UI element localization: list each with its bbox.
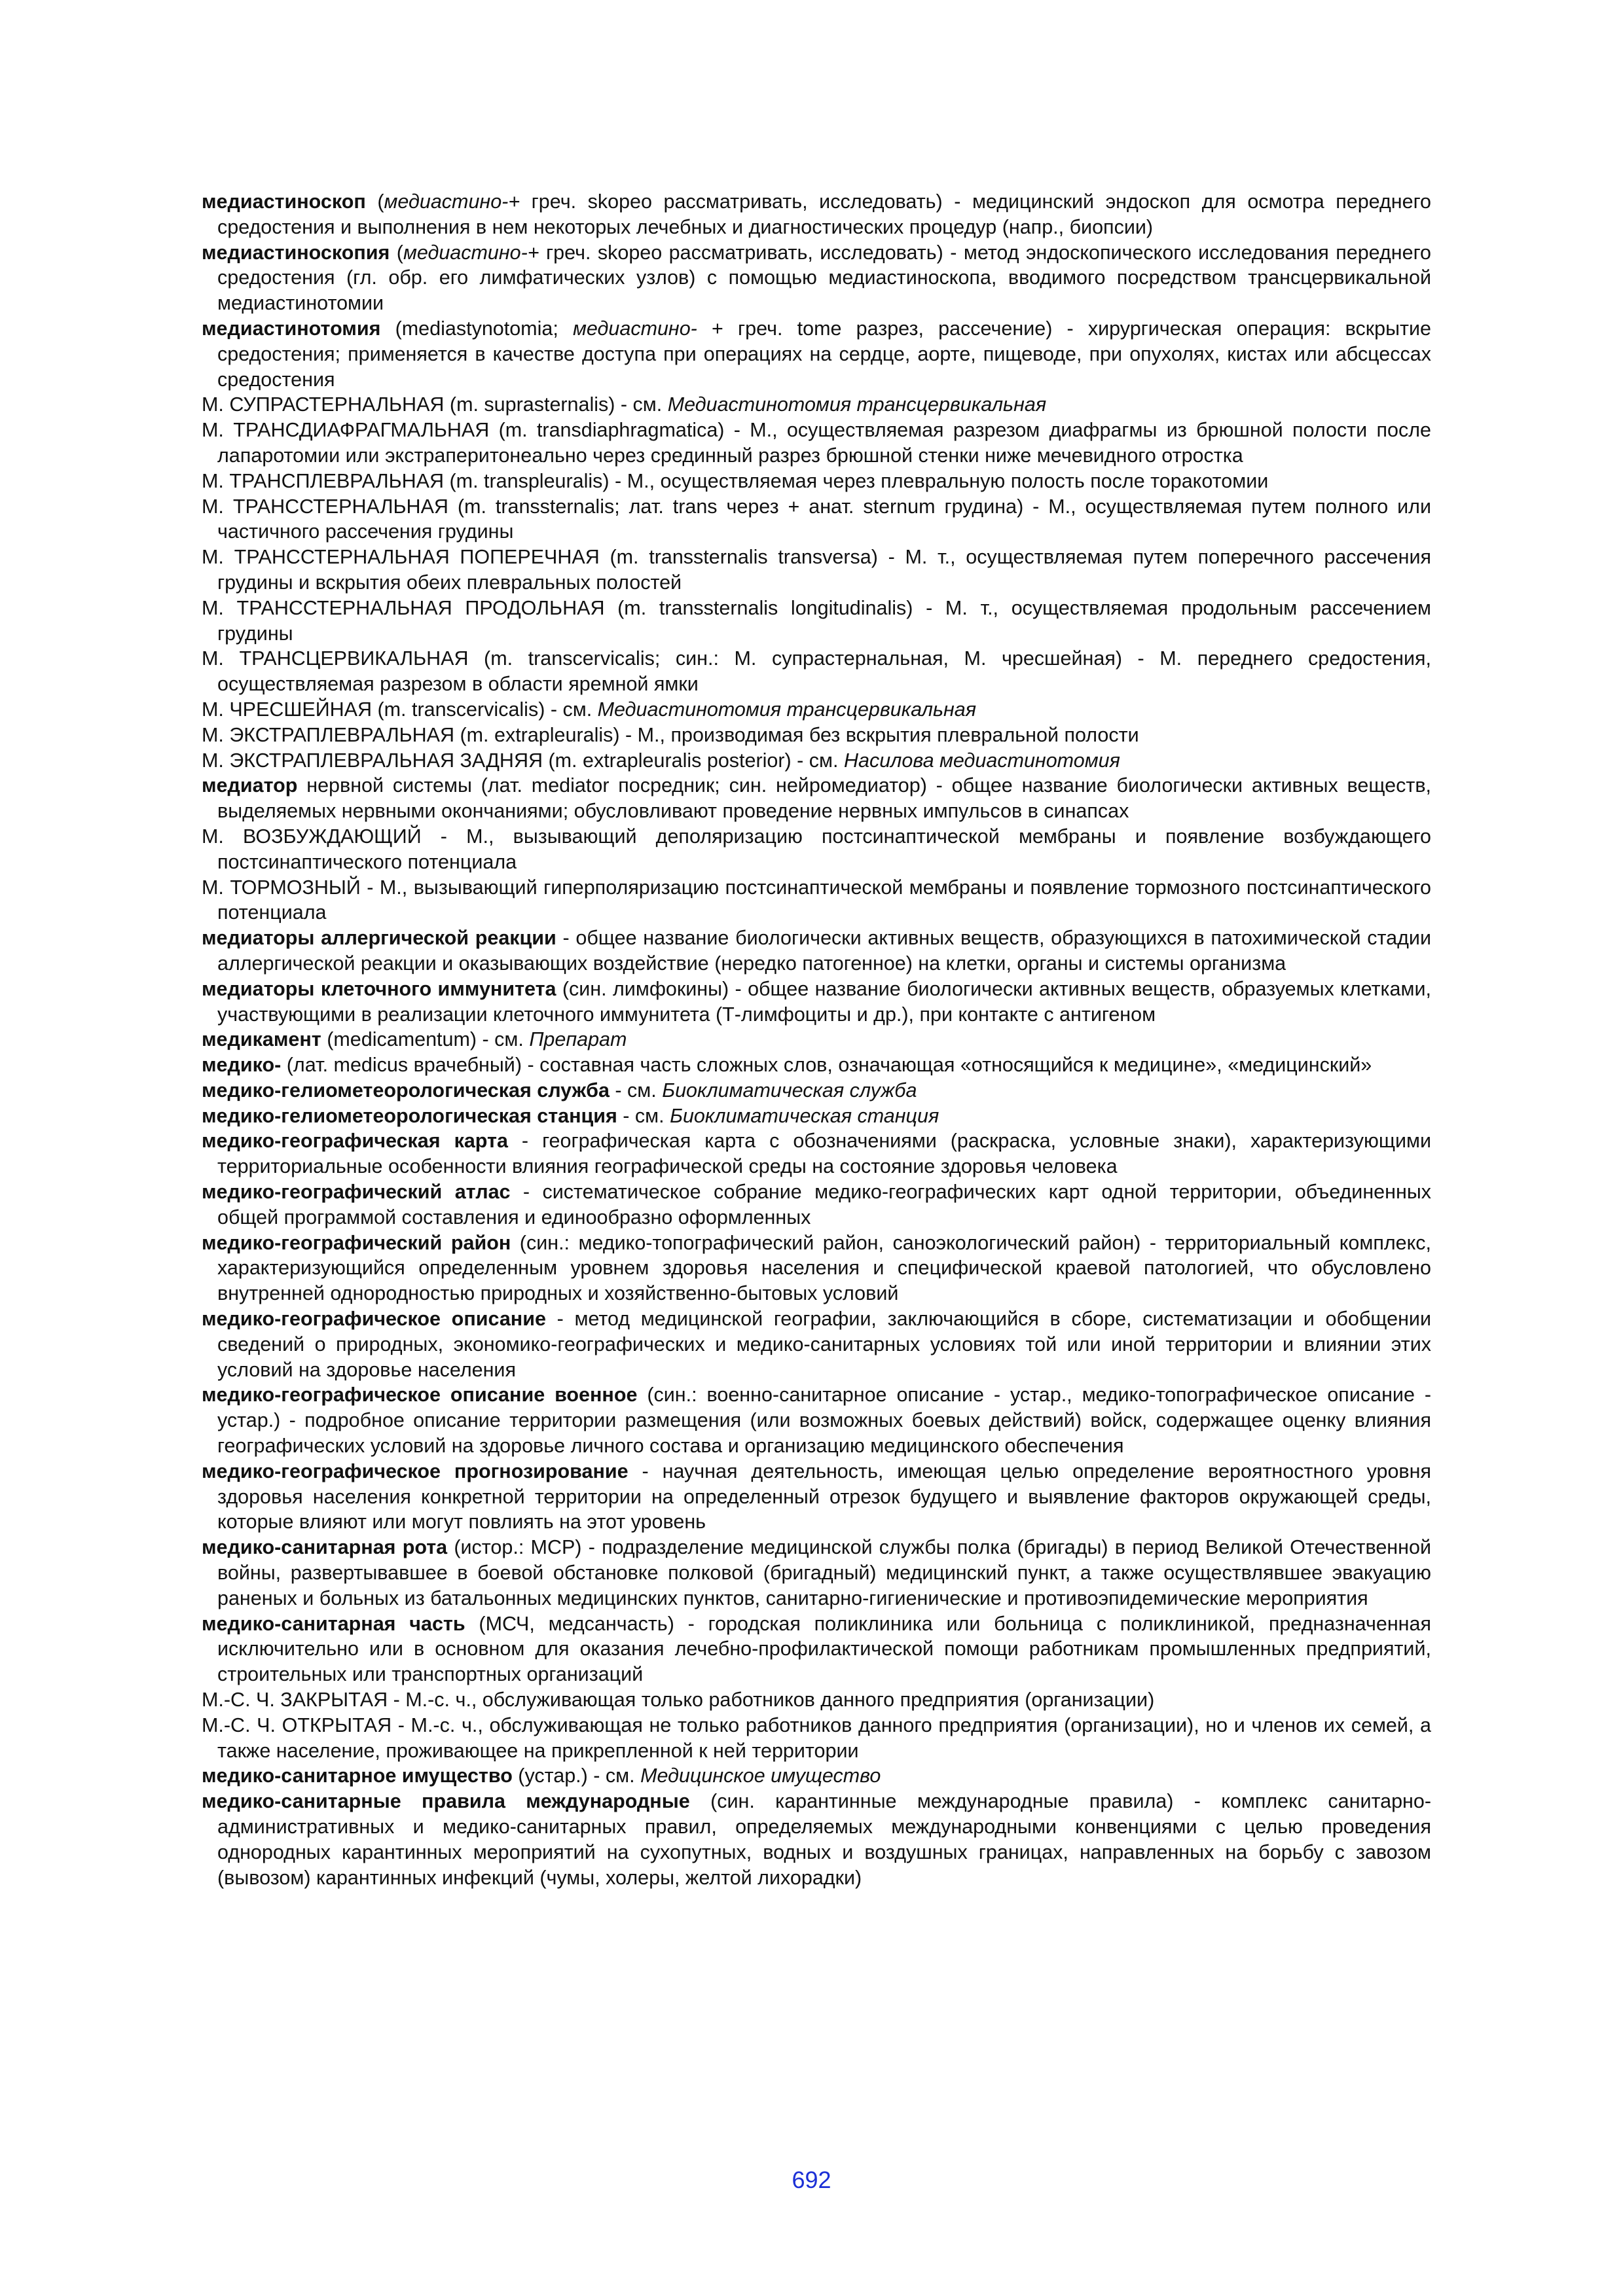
entry-headword: медиастинотомия bbox=[202, 317, 381, 340]
entry-text: М.-С. Ч. ОТКРЫТАЯ - М.-с. ч., обслуживающая не только работников данного предприятия (организации), но и членов их семей, а также население, проживающее на прикрепленной к ней территории bbox=[202, 1713, 1431, 1762]
dictionary-entry bbox=[202, 1179, 1431, 1230]
entry-headword: медико-санитарная часть bbox=[202, 1612, 465, 1635]
entry-headword: медиастиноскопия bbox=[202, 241, 390, 264]
entry-text: - метод медицинской географии, заключающийся в сборе, систематизации и обобщении сведений о природных, экономико-географических и медико-санитарных условиях той или иной территории и влиянии этих условий на здоровье населения bbox=[217, 1308, 1431, 1381]
dictionary-entry bbox=[202, 1078, 1431, 1103]
entry-text: (син.: медико-топографический район, саноэкологический район) - территориальный комплекс, характеризующийся определенным уровнем здоровья населения и специфической краевой патологией, что обусловлено внутренней однородностью природных и хозяйственно-бытовых условий bbox=[217, 1231, 1431, 1305]
entry-text: + греч. tome разрез, рассечение) - хирургическая операция: вскрытие средостения; применяется в качестве доступа при операциях на сердце, аорте, пищеводе, при опухолях, кистах или абсцессах средостения bbox=[217, 317, 1431, 391]
entry-headword: медико-географическое прогнозирование bbox=[202, 1460, 629, 1482]
dictionary-entry bbox=[202, 1230, 1431, 1306]
dictionary-entry bbox=[202, 925, 1431, 977]
page-number: 692 bbox=[792, 2166, 831, 2193]
dictionary-entry bbox=[202, 977, 1431, 1028]
entry-text: (син. лимфокины) - общее название биологически активных веществ, образуемых клетками, участвующими в реализации клеточного иммунитета (Т-лимфоциты и др.), при контакте с антигеном bbox=[217, 977, 1431, 1026]
dictionary-entry bbox=[202, 1687, 1431, 1713]
entry-text: - общее название биологически активных веществ, образующихся в патохимической стадии аллергической реакции и оказывающих воздействие (нередко патогенное) на клетки, органы и системы организма bbox=[217, 927, 1431, 975]
entry-text: М.-С. Ч. ЗАКРЫТАЯ - М.-с. ч., обслуживающая только работников данного предприятия (организации) bbox=[202, 1689, 1155, 1712]
entry-text: М. ТРАНССТЕРНАЛЬНАЯ (m. transsternalis; лат. trans через + анат. sternum грудина) - М., осуществляемая путем полного или частичного рассечения грудины bbox=[202, 495, 1431, 543]
dictionary-entry bbox=[202, 1027, 1431, 1052]
entry-headword: медико-санитарное имущество bbox=[202, 1765, 513, 1787]
entry-text: греч. skopeo рассматривать, исследовать) - метод эндоскопического исследования переднего средостения (гл. обр. его лимфатических узлов) с помощью медиастиноскопа, вводимого посредством трансцервикальной медиастинотомии bbox=[217, 241, 1431, 315]
entry-headword: медиатор bbox=[202, 774, 298, 797]
dictionary-entry bbox=[202, 1459, 1431, 1535]
entry-text: М. ЭКСТРАПЛЕВРАЛЬНАЯ ЗАДНЯЯ (m. extrapleuralis posterior) - см. bbox=[202, 749, 844, 772]
entry-text: М. ВОЗБУЖДАЮЩИЙ - М., вызывающий деполяризацию постсинаптической мембраны и появление возбуждающего постсинаптического потенциала bbox=[202, 825, 1431, 873]
entry-cross-reference: Биоклиматическая служба bbox=[662, 1079, 917, 1102]
entry-text: М. ТРАНСДИАФРАГМАЛЬНАЯ (m. transdiaphragmatica) - М., осуществляемая разрезом диафрагмы из брюшной полости после лапаротомии или экстраперитонеально через срединный разрез брюшной стенки ниже мечевидного отростка bbox=[202, 419, 1431, 467]
entry-text: (син. карантинные международные правила) - комплекс санитарно-административных и медико-санитарных правил, определяемых международными конвенциями с целью проведения однородных карантинных мероприятий на сухопутных, водных и воздушных границах, направленных на борьбу с завозом (вывозом) карантинных инфекций (чумы, холеры, желтой лихорадки) bbox=[217, 1790, 1432, 1889]
entry-cross-reference: Насилова медиастинотомия bbox=[843, 749, 1120, 772]
entry-cross-reference: Медицинское имущество bbox=[640, 1765, 881, 1787]
dictionary-entry bbox=[202, 1763, 1431, 1789]
dictionary-entry bbox=[202, 773, 1431, 824]
dictionary-entry bbox=[202, 1713, 1431, 1764]
dictionary-entry bbox=[202, 189, 1431, 240]
entry-headword: медиаторы аллергической реакции bbox=[202, 927, 556, 950]
entry-text: М. ЧРЕСШЕЙНАЯ (m. transcervicalis) - см. bbox=[202, 698, 598, 721]
entry-text: (mediastynotomia; bbox=[380, 317, 573, 340]
dictionary-entry bbox=[202, 596, 1431, 647]
dictionary-entry bbox=[202, 748, 1431, 774]
entry-cross-reference: медиастино-+ bbox=[384, 190, 520, 213]
entry-text: М. ЭКСТРАПЛЕВРАЛЬНАЯ (m. extrapleuralis) - М., производимая без вскрытия плевральной полости bbox=[202, 723, 1139, 746]
dictionary-entry bbox=[202, 824, 1431, 875]
entry-headword: медико-географический атлас bbox=[202, 1181, 511, 1204]
entry-text: М. ТОРМОЗНЫЙ - М., вызывающий гиперполяризацию постсинаптической мембраны и появление тормозного постсинаптического потенциала bbox=[202, 876, 1431, 924]
entry-text: греч. skopeo рассматривать, исследовать) - медицинский эндоскоп для осмотра переднего средостения и выполнения в нем некоторых лечебных и диагностических процедур (напр., биопсии) bbox=[217, 190, 1431, 238]
dictionary-entry bbox=[202, 469, 1431, 494]
entry-text: М. ТРАНССТЕРНАЛЬНАЯ ПРОДОЛЬНАЯ (m. transsternalis longitudinalis) - М. т., осуществляемая продольным рассечением грудины bbox=[202, 596, 1431, 645]
entry-text: - географическая карта с обозначениями (раскраска, условные знаки), характеризующими территориальные особенности влияния географической среды на состояние здоровья человека bbox=[217, 1130, 1431, 1178]
entry-text: М. ТРАНСПЛЕВРАЛЬНАЯ (m. transpleuralis) - М., осуществляемая через плевральную полость после торакотомии bbox=[202, 469, 1269, 492]
entry-text: (истор.: МСР) - подразделение медицинской службы полка (бригады) в период Великой Отечественной войны, развертывавшее в боевой обстановке полковой (бригадный) медицинский пункт, а также осуществлявшее эвакуацию раненых и больных из батальонных медицинских пунктов, санитарно-гигиенические и противоэпидемические мероприятия bbox=[217, 1536, 1431, 1609]
dictionary-entry bbox=[202, 646, 1431, 697]
entry-text: нервной системы (лат. mediator посредник; син. нейромедиатор) - общее название биологически активных веществ, выделяемых нервными окончаниями; обусловливают проведение нервных импульсов в синапсах bbox=[217, 774, 1431, 823]
entry-headword: медиаторы клеточного иммунитета bbox=[202, 977, 556, 1000]
entry-headword: медико-санитарная рота bbox=[202, 1536, 448, 1559]
dictionary-entry bbox=[202, 1103, 1431, 1129]
dictionary-entry bbox=[202, 1306, 1431, 1382]
dictionary-entry bbox=[202, 1611, 1431, 1687]
entry-cross-reference: Препарат bbox=[529, 1028, 627, 1051]
entry-text: ( bbox=[390, 241, 403, 264]
entry-text: (лат. medicus врачебный) - составная часть сложных слов, означающая «относящийся к медицине», «медицинский» bbox=[281, 1054, 1372, 1077]
dictionary-entry bbox=[202, 418, 1431, 469]
dictionary-entry bbox=[202, 875, 1431, 926]
dictionary-entry bbox=[202, 494, 1431, 545]
entry-headword: медико- bbox=[202, 1054, 282, 1077]
entry-text: - см. bbox=[609, 1079, 663, 1102]
entry-text: М. ТРАНСЦЕРВИКАЛЬНАЯ (m. transcervicalis; син.: М. супрастернальная, М. чресшейная) - М. переднего средостения, осуществляемая разрезом в области яремной ямки bbox=[202, 647, 1431, 696]
entry-text: (устар.) - см. bbox=[512, 1765, 641, 1787]
entry-text: (МСЧ, медсанчасть) - городская поликлиника или больница с поликлиникой, предназначенная исключительно или в основном для оказания лечебно-профилактической помощи работникам промышленных предприятий, строительных или транспортных организаций bbox=[217, 1612, 1431, 1686]
entry-headword: медикамент bbox=[202, 1028, 321, 1051]
dictionary-entry bbox=[202, 1052, 1431, 1078]
entry-headword: медико-гелиометеорологическая станция bbox=[202, 1104, 617, 1127]
entry-cross-reference: Биоклиматическая станция bbox=[670, 1104, 939, 1127]
entry-headword: медико-гелиометеорологическая служба bbox=[202, 1079, 610, 1102]
dictionary-entry bbox=[202, 1382, 1431, 1458]
entry-cross-reference: медиастино- bbox=[573, 317, 697, 340]
entry-headword: медико-географическая карта bbox=[202, 1130, 508, 1153]
entry-text: - научная деятельность, имеющая целью определение вероятностного уровня здоровья населения конкретной территории на определенный отрезок будущего и выявление факторов окружающей среды, которые влияют или могут повлиять на этот уровень bbox=[217, 1460, 1431, 1534]
dictionary-entry bbox=[202, 697, 1431, 723]
entry-cross-reference: Медиастинотомия трансцервикальная bbox=[597, 698, 977, 721]
entry-text: ( bbox=[365, 190, 384, 213]
entry-text: М. ТРАНССТЕРНАЛЬНАЯ ПОПЕРЕЧНАЯ (m. transsternalis transversa) - М. т., осуществляемая путем поперечного рассечения грудины и вскрытия обеих плевральных полостей bbox=[202, 546, 1431, 594]
entry-cross-reference: медиастино-+ bbox=[403, 241, 539, 264]
entry-headword: медико-географическое описание военное bbox=[202, 1384, 638, 1407]
entry-text: М. СУПРАСТЕРНАЛЬНАЯ (m. suprasternalis) - см. bbox=[202, 393, 668, 416]
entry-headword: медико-санитарные правила международные bbox=[202, 1790, 690, 1813]
dictionary-entries bbox=[202, 189, 1431, 1890]
entry-text: (син.: военно-санитарное описание - устар., медико-топографическое описание - устар.) - подробное описание территории размещения (или возможных боевых действий) войск, содержащее оценку влияния географических условий на здоровье личного состава и организацию медицинского обеспечения bbox=[217, 1384, 1431, 1458]
dictionary-entry bbox=[202, 240, 1431, 316]
dictionary-entry bbox=[202, 1128, 1431, 1179]
dictionary-entry bbox=[202, 392, 1431, 418]
dictionary-entry bbox=[202, 1789, 1431, 1890]
entry-text: - см. bbox=[617, 1104, 670, 1127]
dictionary-entry bbox=[202, 1535, 1431, 1611]
entry-headword: медико-географический район bbox=[202, 1231, 511, 1254]
entry-headword: медико-географическое описание bbox=[202, 1308, 546, 1331]
dictionary-entry bbox=[202, 723, 1431, 748]
entry-headword: медиастиноскоп bbox=[202, 190, 366, 213]
entry-cross-reference: Медиастинотомия трансцервикальная bbox=[667, 393, 1047, 416]
dictionary-entry bbox=[202, 545, 1431, 596]
entry-text: - систематическое собрание медико-географических карт одной территории, объединенных общей программой составления и единообразно оформленных bbox=[217, 1181, 1432, 1229]
entry-text: (medicamentum) - см. bbox=[321, 1028, 530, 1051]
dictionary-entry bbox=[202, 316, 1431, 392]
